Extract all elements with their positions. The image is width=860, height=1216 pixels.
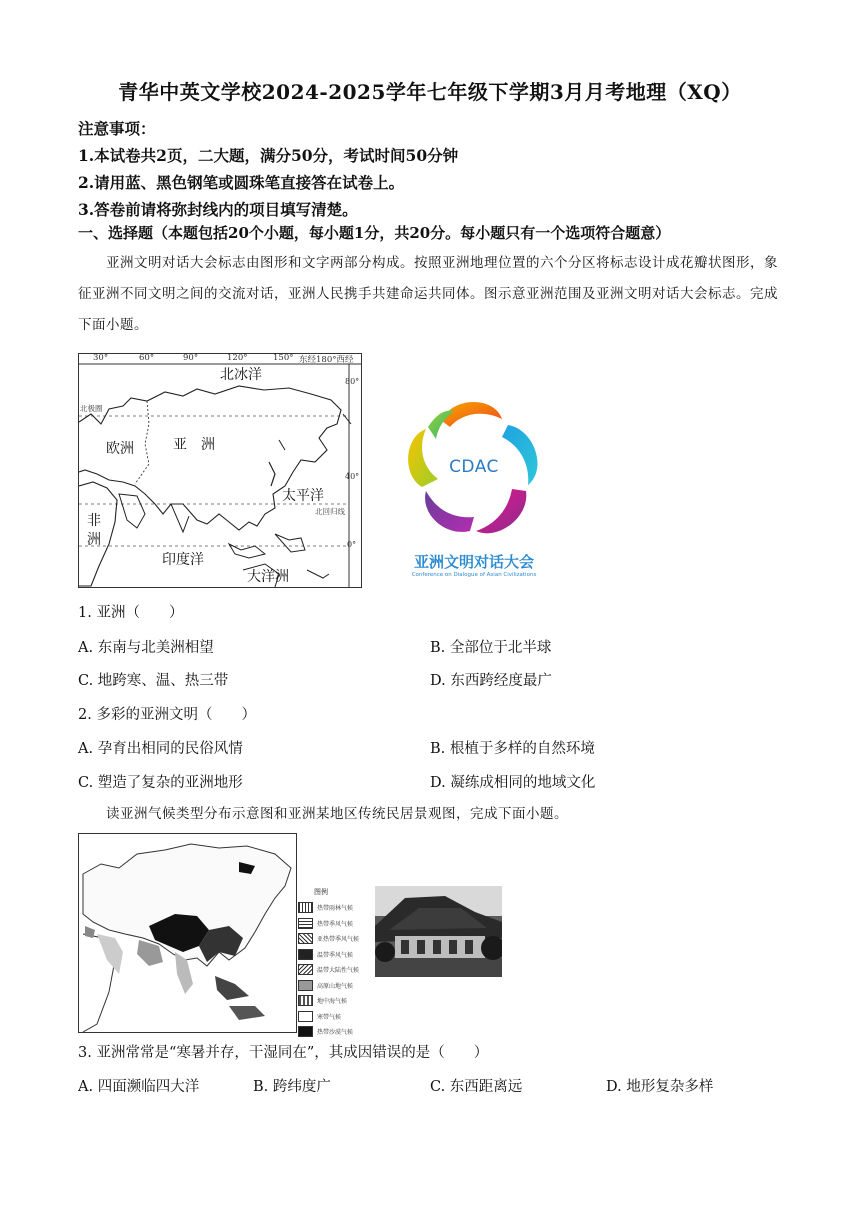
legend-label: 亚热带季风气候 (317, 936, 360, 944)
q3-option-a[interactable]: A. 四面濒临四大洋 (78, 1079, 200, 1095)
legend-item (298, 1024, 368, 1040)
label-tropic-of-cancer: 北回归线 (315, 507, 345, 516)
label-indian-ocean: 印度洋 (162, 552, 204, 568)
lon-tick-180: 东经180°西经 (299, 355, 354, 365)
legend-swatch (298, 995, 313, 1006)
question-3-stem: 3. 亚洲常常是“寒暑并存，干湿同在”，其成因错误的是（ ） (78, 1045, 489, 1061)
legend-swatch (298, 1011, 313, 1022)
q2-option-c[interactable]: C. 塑造了复杂的亚洲地形 (78, 775, 243, 791)
traditional-dwelling-photo (375, 886, 502, 977)
asia-range-map (78, 353, 362, 588)
legend-title: 图例 (314, 888, 328, 896)
q1-option-d[interactable]: D. 东西跨经度最广 (430, 673, 552, 689)
legend-swatch (298, 918, 313, 929)
logo-cn-name: 亚洲文明对话大会 (413, 553, 534, 571)
label-africa-1: 非 (87, 513, 101, 529)
q3-option-c[interactable]: C. 东西距离远 (430, 1079, 523, 1095)
legend-swatch (298, 980, 313, 991)
legend-item (298, 1009, 368, 1025)
lat-tick-40: 40° (345, 472, 360, 481)
legend-item (298, 900, 368, 916)
q3-option-d[interactable]: D. 地形复杂多样 (606, 1079, 714, 1095)
notice-item-2: 2.请用蓝、黑色钢笔或圆珠笔直接答在试卷上。 (78, 173, 405, 192)
lon-tick-90: 90° (183, 353, 199, 363)
q1-option-b[interactable]: B. 全部位于北半球 (430, 640, 552, 656)
legend-swatch (298, 902, 313, 913)
climate-map-svg (79, 834, 296, 1032)
q1-option-a[interactable]: A. 东南与北美洲相望 (78, 640, 214, 656)
notice-item-1: 1.本试卷共2页，二大题，满分50分，考试时间50分钟 (78, 146, 459, 165)
legend-swatch (298, 949, 313, 960)
legend-item (298, 947, 368, 963)
legend-swatch (298, 964, 313, 975)
q1-option-c[interactable]: C. 地跨寒、温、热三带 (78, 673, 229, 689)
label-africa-2: 洲 (87, 532, 101, 548)
legend-swatch (298, 933, 313, 944)
question-2-stem: 2. 多彩的亚洲文明（ ） (78, 707, 256, 723)
legend-label: 地中海气候 (317, 998, 348, 1006)
section-heading: 一、选择题（本题包括20个小题，每小题1分，共20分。每小题只有一个选项符合题意） (78, 224, 671, 242)
logo-abbr: CDAC (449, 457, 499, 477)
legend-label: 高原山地气候 (317, 982, 354, 990)
legend-item (298, 978, 368, 994)
dwelling-illustration (375, 886, 502, 977)
label-pacific: 太平洋 (282, 488, 324, 504)
page-title: 青华中英文学校2024-2025学年七年级下学期3月月考地理（XQ） (118, 80, 742, 104)
legend-label: 热带季风气候 (317, 920, 354, 928)
legend-label: 温带大陆性气候 (317, 967, 360, 975)
intro-paragraph-2: 读亚洲气候类型分布示意图和亚洲某地区传统民居景观图，完成下面小题。 (106, 806, 568, 822)
label-oceania: 大洋洲 (247, 569, 289, 585)
legend-item (298, 993, 368, 1009)
lat-tick-0: 0° (347, 540, 357, 549)
legend-item (298, 962, 368, 978)
label-asia: 亚 洲 (173, 437, 215, 453)
lon-tick-30: 30° (93, 353, 109, 363)
climate-legend (298, 887, 368, 1037)
label-arctic-circle: 北极圈 (80, 404, 103, 413)
cdac-logo (398, 393, 550, 583)
lat-tick-80: 80° (345, 377, 360, 386)
legend-label: 热带雨林气候 (317, 905, 354, 913)
label-arctic-ocean: 北冰洋 (220, 367, 262, 383)
question-1-stem: 1. 亚洲（ ） (78, 605, 184, 621)
asia-map-svg (79, 354, 361, 587)
notice-item-3: 3.答卷前请将弥封线内的项目填写清楚。 (78, 200, 358, 219)
q3-option-b[interactable]: B. 跨纬度广 (253, 1079, 331, 1095)
lon-tick-150: 150° (273, 353, 294, 363)
legend-item (298, 916, 368, 932)
legend-swatch (298, 1026, 313, 1037)
legend-item (298, 931, 368, 947)
legend-label: 热带沙漠气候 (317, 1029, 354, 1037)
label-europe: 欧洲 (106, 441, 134, 457)
asia-climate-map (78, 833, 297, 1033)
q2-option-b[interactable]: B. 根植于多样的自然环境 (430, 741, 595, 757)
logo-en-name: Conference on Dialogue of Asian Civilizations (411, 572, 537, 578)
q2-option-a[interactable]: A. 孕育出相同的民俗风情 (78, 741, 243, 757)
q2-option-d[interactable]: D. 凝练成相同的地域文化 (430, 775, 596, 791)
legend-label: 寒带气候 (317, 1013, 342, 1021)
lon-tick-120: 120° (227, 353, 248, 363)
notice-heading: 注意事项： (78, 119, 156, 138)
lon-tick-60: 60° (139, 353, 155, 363)
intro-paragraph-1: 亚洲文明对话大会标志由图形和文字两部分构成。按照亚洲地理位置的六个分区将标志设计成花瓣状图形，象征亚洲不同文明之间的交流对话，亚洲人民携手共建命运共同体。图示意亚洲范围及亚洲文明对话大会标志。完成下面小题。 (78, 255, 778, 333)
legend-label: 温带季风气候 (317, 951, 354, 959)
